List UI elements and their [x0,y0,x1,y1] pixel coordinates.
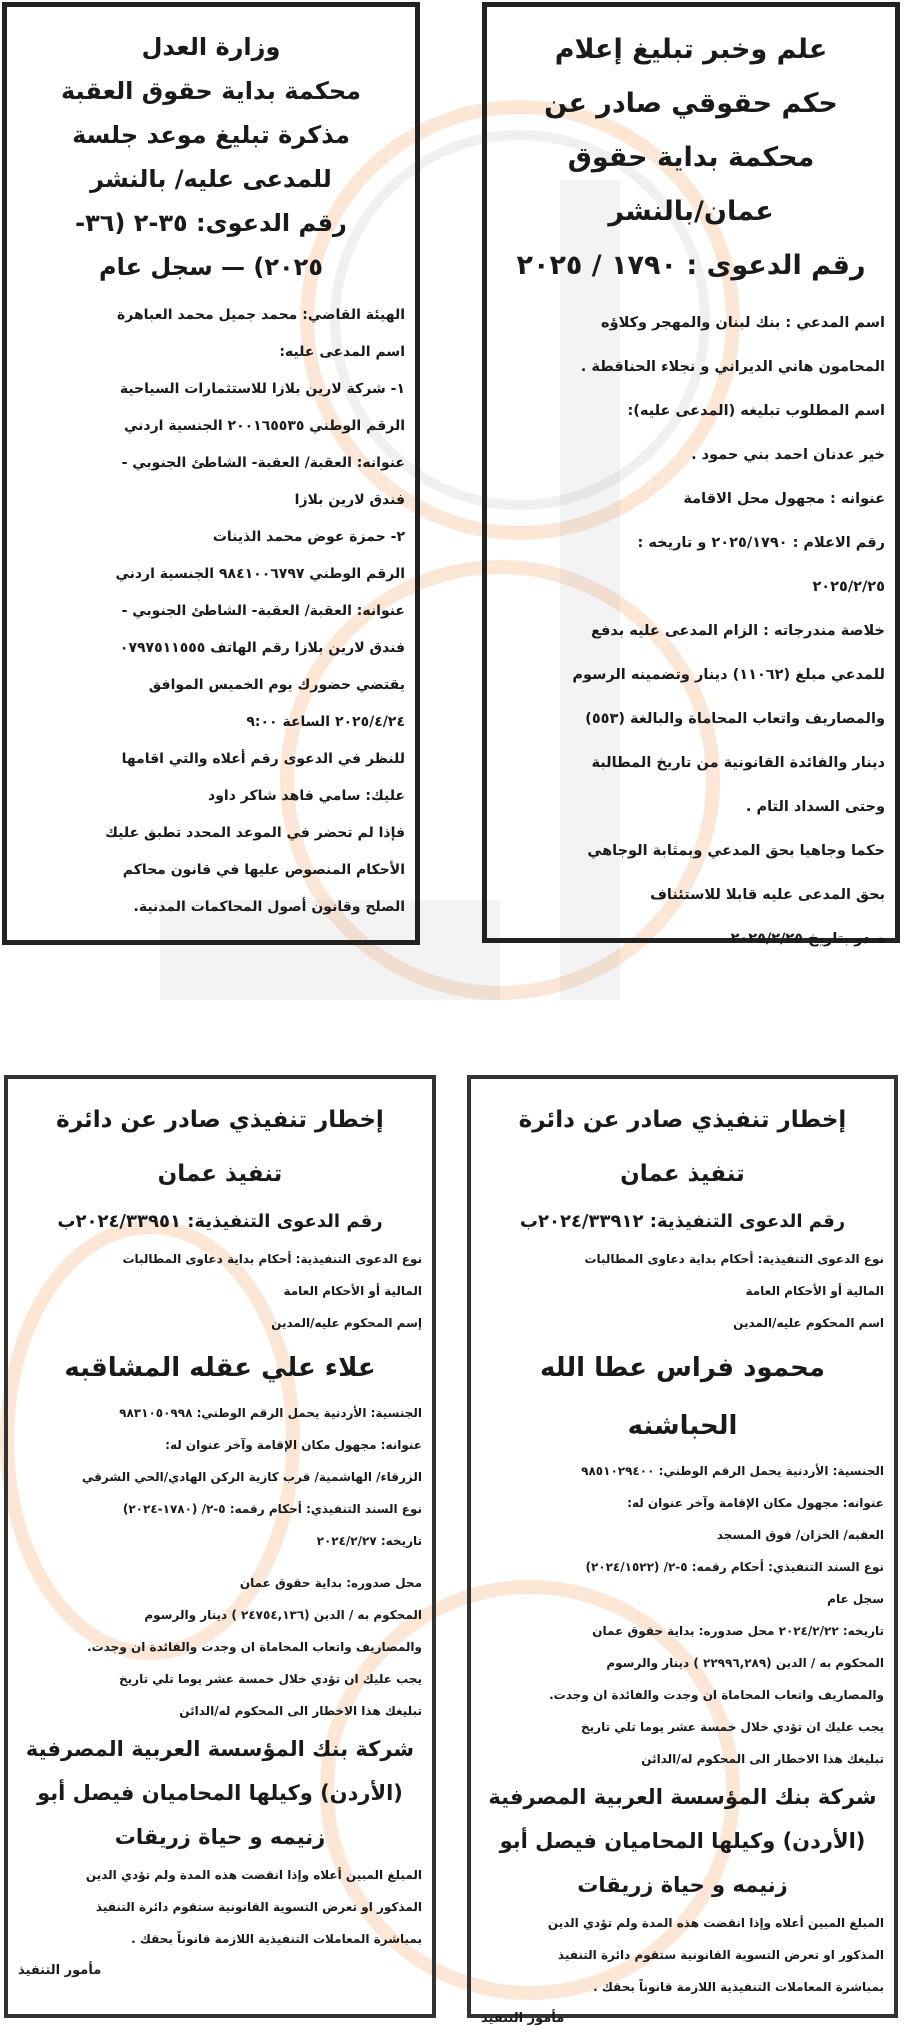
heading-line: محكمة بداية حقوق [567,142,815,173]
body-line: نوع الدعوى التنفيذية: أحكام بداية دعاوى المطالبات [584,1252,884,1266]
body-line: المبلغ المبين أعلاه وإذا انقضت هذه المدة ولم تؤدي الدين [547,1916,884,1930]
creditor-line: شركة بنك المؤسسة العربية المصرفية [488,1785,877,1809]
body-line: الرقم الوطني ٩٨٤١٠٠٦٧٩٧ الجنسية اردني [115,566,405,582]
debtor-name: علاء علي عقله المشاقبه [64,1353,376,1383]
body-line: والمصاريف واتعاب المحاماة ان وجدت والفائدة ان وجدت. [87,1640,422,1654]
debtor-name: محمود فراس عطا الله الحباشنه [540,1353,825,1441]
body-line: وحتى السداد التام . [745,799,885,815]
body-line: نوع السند التنفيذي: أحكام رقمه: ٥-٢/ (٢٠٢٤/١٥٢٢) [585,1560,884,1574]
body-line: عنوانه: مجهول مكان الإقامة وآخر عنوان له: [165,1438,422,1452]
notice-heading [497,7,885,293]
body-line: ٢- حمزة عوض محمد الذينات [212,529,405,545]
body-line: بحق المدعى عليه قابلا للاستئناف [650,887,885,903]
heading-line: عمان/بالنشر [608,196,774,227]
notice-execution-warning-2 [4,1075,436,2018]
signature: مأمور التنفيذ [18,1963,102,1978]
heading-line: إخطار تنفيذي صادر عن دائرة [56,1107,384,1133]
body-line: المالية أو الأحكام العامة [745,1284,884,1298]
creditor-line: (الأردن) وكيلها المحاميان فيصل أبو [37,1781,403,1805]
body-line: دينار والفائدة القانونية من تاريخ المطالبة [591,755,885,771]
body-line: للنظر في الدعوى رقم أعلاه والتي اقامها [121,751,405,767]
body-line: فإذا لم تحضر في الموعد المحدد تطبق عليك [105,825,405,841]
notice-judgment-notification [482,2,900,947]
signature: مأمور التنفيذ [481,2011,565,2026]
notice-heading [481,1079,884,1243]
body-line: تاريخه: ٢٠٢٤/٢/٢٢ محل صدوره: بداية حقوق عمان [592,1624,884,1638]
notice-heading [17,7,405,289]
body-line: المذكور او تعرض التسوية القانونية ستقوم دائرة التنفيذ [95,1900,422,1914]
body-line: عنوانه: مجهول مكان الإقامة وآخر عنوان له: [627,1496,884,1510]
heading-line: تنفيذ عمان [157,1161,283,1187]
body-line: نوع السند التنفيذي: أحكام رقمه: ٥-٢/ (١٧٨٠-٢٠٢٤) [122,1502,422,1516]
body-line: حكما وجاهيا بحق المدعي وبمثابة الوجاهي [587,843,885,859]
body-line: ١- شركة لارين بلازا للاستثمارات السياحية [119,381,405,397]
body-line: يقتضي حضورك يوم الخميس الموافق [148,677,405,693]
body-line: اسم المحكوم عليه/المدين [733,1316,884,1330]
body-line: للمدعي مبلغ (١١٠٦٢) دينار وتضمينه الرسوم [572,667,885,683]
case-number: رقم الدعوى التنفيذية: ٢٠٢٤/٣٣٩١٢ب [519,1211,846,1232]
body-line: تاريخه: ٢٠٢٤/٢/٢٧ [316,1534,422,1548]
heading-line: ٢٠٢٥) — سجل عام [99,253,323,281]
body-line [18,1557,422,1567]
heading-line: وزارة العدل [141,33,281,61]
body-line: المبلغ المبين أعلاه وإذا انقضت هذه المدة ولم تؤدي الدين [85,1868,422,1882]
body-line: عنوانه: العقبة/ العقبة- الشاطئ الجنوبي - [121,603,405,619]
body-line: تبليغك هذا الاخطار الى المحكوم له/الدائن [179,1704,422,1718]
body-line: المذكور او تعرض التسوية القانونية ستقوم دائرة التنفيذ [557,1948,884,1962]
heading-line: حكم حقوقي صادر عن [544,88,838,119]
body-line: الأحكام المنصوص عليها في قانون محاكم [122,862,405,878]
creditor-line: شركة بنك المؤسسة العربية المصرفية [25,1737,415,1761]
heading-line: إخطار تنفيذي صادر عن دائرة [518,1107,847,1133]
body-line: الجنسية: الأردنية يحمل الرقم الوطني: ٩٨٣١٠٥٠٩٩٨ [119,1406,422,1420]
body-line: والمصاريف واتعاب المحاماة والبالغة (٥٥٣) [585,711,885,727]
body-line: اسم المطلوب تبليغه (المدعى عليه): [627,403,885,419]
body-line: المحكوم به / الدين (٢٢٩٩٦,٢٨٩ ) دينار والرسوم [606,1656,884,1670]
body-line: اسم المدعى عليه: [279,344,405,360]
creditor-line: زنيمه و حياة زريقات [577,1873,788,1897]
body-line: بمباشرة المعاملات التنفيذية اللازمة قانوناً بحقك . [131,1932,422,1946]
body-line: المالية أو الأحكام العامة [283,1284,422,1298]
body-line: نوع الدعوى التنفيذية: أحكام بداية دعاوى المطالبات [122,1252,422,1266]
body-line: ٢٠٢٥/٢/٢٥ [812,579,885,595]
body-line: محل صدوره: بداية حقوق عمان [239,1576,422,1590]
heading-line: تنفيذ عمان [620,1161,745,1187]
notice-heading [18,1079,422,1243]
body-line: الهيئة القاضي: محمد جميل محمد العباهرة [116,307,405,323]
heading-line: رقم الدعوى: ٣٥-٢ (٣٦- [75,209,347,237]
body-line: المحكوم به / الدين (٢٤٧٥٤,١٣٦ ) دينار والرسوم [144,1608,422,1622]
heading-line: للمدعى عليه/ بالنشر [90,165,332,193]
heading-line: علم وخبر تبليغ إعلام [554,34,828,65]
body-line: العقبه/ الخزان/ فوق المسجد [716,1528,884,1542]
body-line: الجنسية: الأردنية يحمل الرقم الوطني: ٩٨٥١٠٢٩٤٠٠ [581,1464,884,1478]
creditor-line: زنيمه و حياة زريقات [114,1825,326,1849]
heading-line: مذكرة تبليغ موعد جلسة [72,121,350,149]
body-line: بمباشرة المعاملات التنفيذية اللازمة قانوناً بحقك . [593,1980,884,1994]
body-line: ٢٠٢٥/٤/٢٤ الساعة ٩:٠٠ [246,714,405,730]
body-line: سجل عام [827,1592,884,1606]
body-line: خلاصة مندرجاته : الزام المدعى عليه بدفع [591,623,885,639]
heading-line: محكمة بداية حقوق العقبة [61,77,361,105]
body-line: المحامون هاني الديراني و نجلاء الحناقطة . [580,359,885,375]
body-line: الرقم الوطني ٢٠٠١٦٥٥٣٥ الجنسية اردني [124,418,405,434]
body-line: يجب عليك ان تؤدي خلال خمسة عشر يوما تلي تاريخ [581,1720,884,1734]
notice-hearing-summons [2,2,420,945]
body-line: والمصاريف واتعاب المحاماة ان وجدت والفائدة ان وجدت. [549,1688,884,1702]
body-line: خير عدنان احمد بني حمود . [691,447,885,463]
body-line: فندق لارين بلازا [294,492,405,508]
notice-execution-warning-1 [467,1075,898,2026]
heading-line: رقم الدعوى : ١٧٩٠ / ٢٠٢٥ [516,250,866,281]
creditor-line: (الأردن) وكيلها المحاميان فيصل أبو [499,1829,866,1853]
body-line: فندق لارين بلازا رقم الهاتف ٠٧٩٧٥١١٥٥٥ [119,640,405,656]
body-line: عنوانه: العقبة/ العقبة- الشاطئ الجنوبي - [121,455,405,471]
body-line: الزرقاء/ الهاشمية/ قرب كازية الركن الهادي/الحي الشرقي [81,1470,422,1484]
body-line: عنوانه : مجهول محل الاقامة [683,491,885,507]
body-line: الصلح وقانون أصول المحاكمات المدنية. [133,899,405,915]
body-line: رقم الاعلام : ٢٠٢٥/١٧٩٠ و تاريخه : [637,535,885,551]
body-line: تبليغك هذا الاخطار الى المحكوم له/الدائن [641,1752,884,1766]
body-line: اسم المدعي : بنك لبنان والمهجر وكلاؤه [601,315,885,331]
body-line: صدر بتاريخ ٢٠٢٥/٢/٢٥ [730,931,885,947]
body-line: يجب عليك ان تؤدي خلال خمسة عشر يوما تلي تاريخ [119,1672,422,1686]
body-line: عليك: سامي فاهد شاكر داود [208,788,405,804]
body-line: إسم المحكوم عليه/المدين [271,1316,422,1330]
case-number: رقم الدعوى التنفيذية: ٢٠٢٤/٣٣٩٥١ب [57,1211,383,1232]
